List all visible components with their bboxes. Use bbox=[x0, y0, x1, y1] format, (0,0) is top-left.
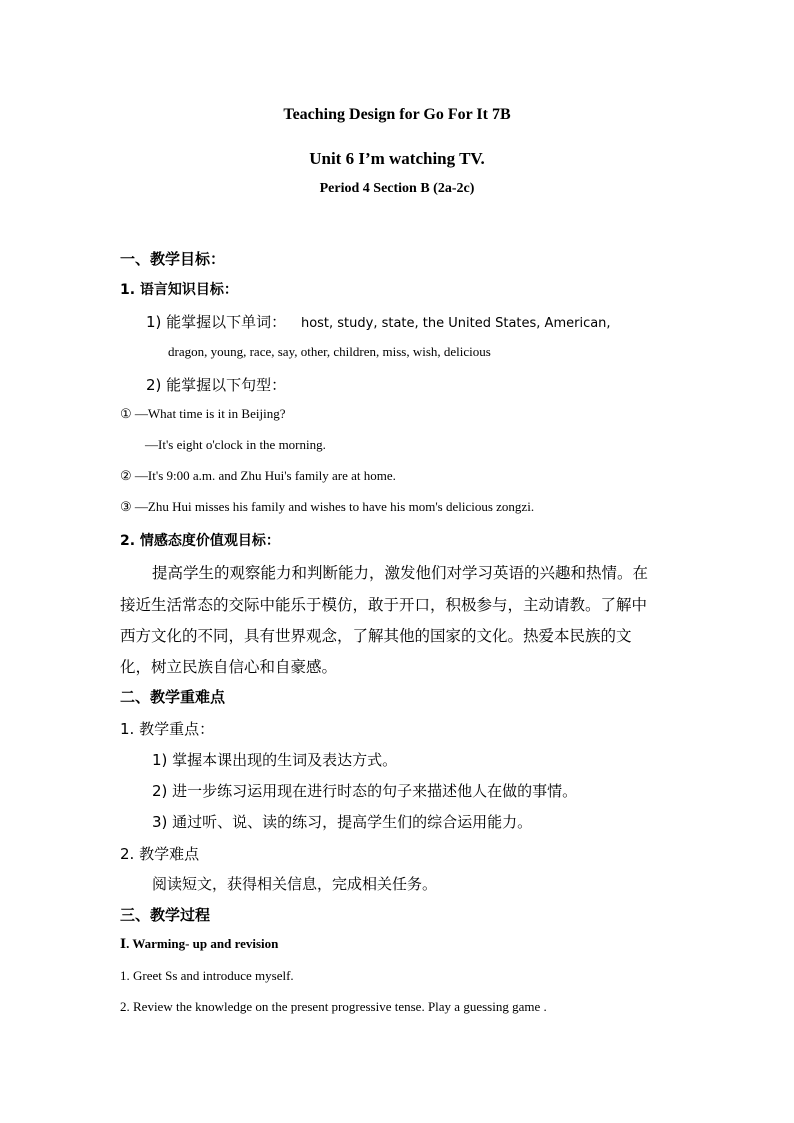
process-item-1: 1. Greet Ss and introduce myself. bbox=[120, 968, 294, 983]
difficulty-text: 阅读短文，获得相关信息，完成相关任务。 bbox=[152, 875, 438, 893]
section-heading-process: 三、教学过程 bbox=[120, 906, 211, 924]
vocab-label: 1) 能掌握以下单词： host, study, state, the United States, American, bbox=[146, 313, 611, 331]
sentence-3: ③ —Zhu Hui misses his family and wishes to have his mom's delicious zongzi. bbox=[120, 499, 535, 514]
section-heading-key-points: 二、教学重难点 bbox=[120, 688, 226, 706]
section-heading-objectives: 一、教学目标： bbox=[120, 250, 226, 268]
sentence-2: ② —It's 9:00 a.m. and Zhu Hui's family are at home. bbox=[120, 468, 396, 483]
sentence-pattern-label: 2) 能掌握以下句型： bbox=[146, 376, 287, 394]
subheading-language-objectives: 1. 语言知识目标： bbox=[120, 282, 238, 298]
unit-title: Unit 6 I’m watching TV. bbox=[309, 149, 485, 168]
sentence-1b: —It's eight o'clock in the morning. bbox=[145, 437, 326, 452]
process-item-2: 2. Review the knowledge on the present progressive tense. Play a guessing game . bbox=[120, 999, 547, 1014]
key-point-3: 3) 通过听、说、读的练习，提高学生们的综合运用能力。 bbox=[152, 813, 533, 831]
step-warming-up: Ⅰ. Warming- up and revision bbox=[120, 936, 279, 951]
vocab-words-line-2: dragon, young, race, say, other, children, miss, wish, delicious bbox=[168, 344, 491, 359]
subheading-key-points: 1. 教学重点： bbox=[120, 720, 215, 738]
document-title: Teaching Design for Go For It 7B bbox=[283, 106, 511, 123]
period-title: Period 4 Section B (2a-2c) bbox=[319, 181, 475, 196]
subheading-difficulties: 2. 教学难点 bbox=[120, 845, 200, 863]
key-point-1: 1) 掌握本课出现的生词及表达方式。 bbox=[152, 751, 398, 769]
subheading-affective-objectives: 2. 情感态度价值观目标： bbox=[120, 533, 280, 549]
paragraph-line-4: 化，树立民族自信心和自豪感。 bbox=[120, 658, 338, 676]
sentence-1a: ① —What time is it in Beijing? bbox=[120, 406, 286, 421]
paragraph-line-2: 接近生活常态的交际中能乐于模仿，敢于开口，积极参与，主动请教。了解中 bbox=[120, 596, 648, 614]
paragraph-line-3: 西方文化的不同，具有世界观念，了解其他的国家的文化。热爱本民族的文 bbox=[120, 627, 632, 645]
paragraph-line-1: 提高学生的观察能力和判断能力，激发他们对学习英语的兴趣和热情。在 bbox=[152, 564, 649, 582]
key-point-2: 2) 进一步练习运用现在进行时态的句子来描述他人在做的事情。 bbox=[152, 782, 578, 800]
vocab-words-line-1: host, study, state, the United States, American, bbox=[300, 316, 611, 331]
